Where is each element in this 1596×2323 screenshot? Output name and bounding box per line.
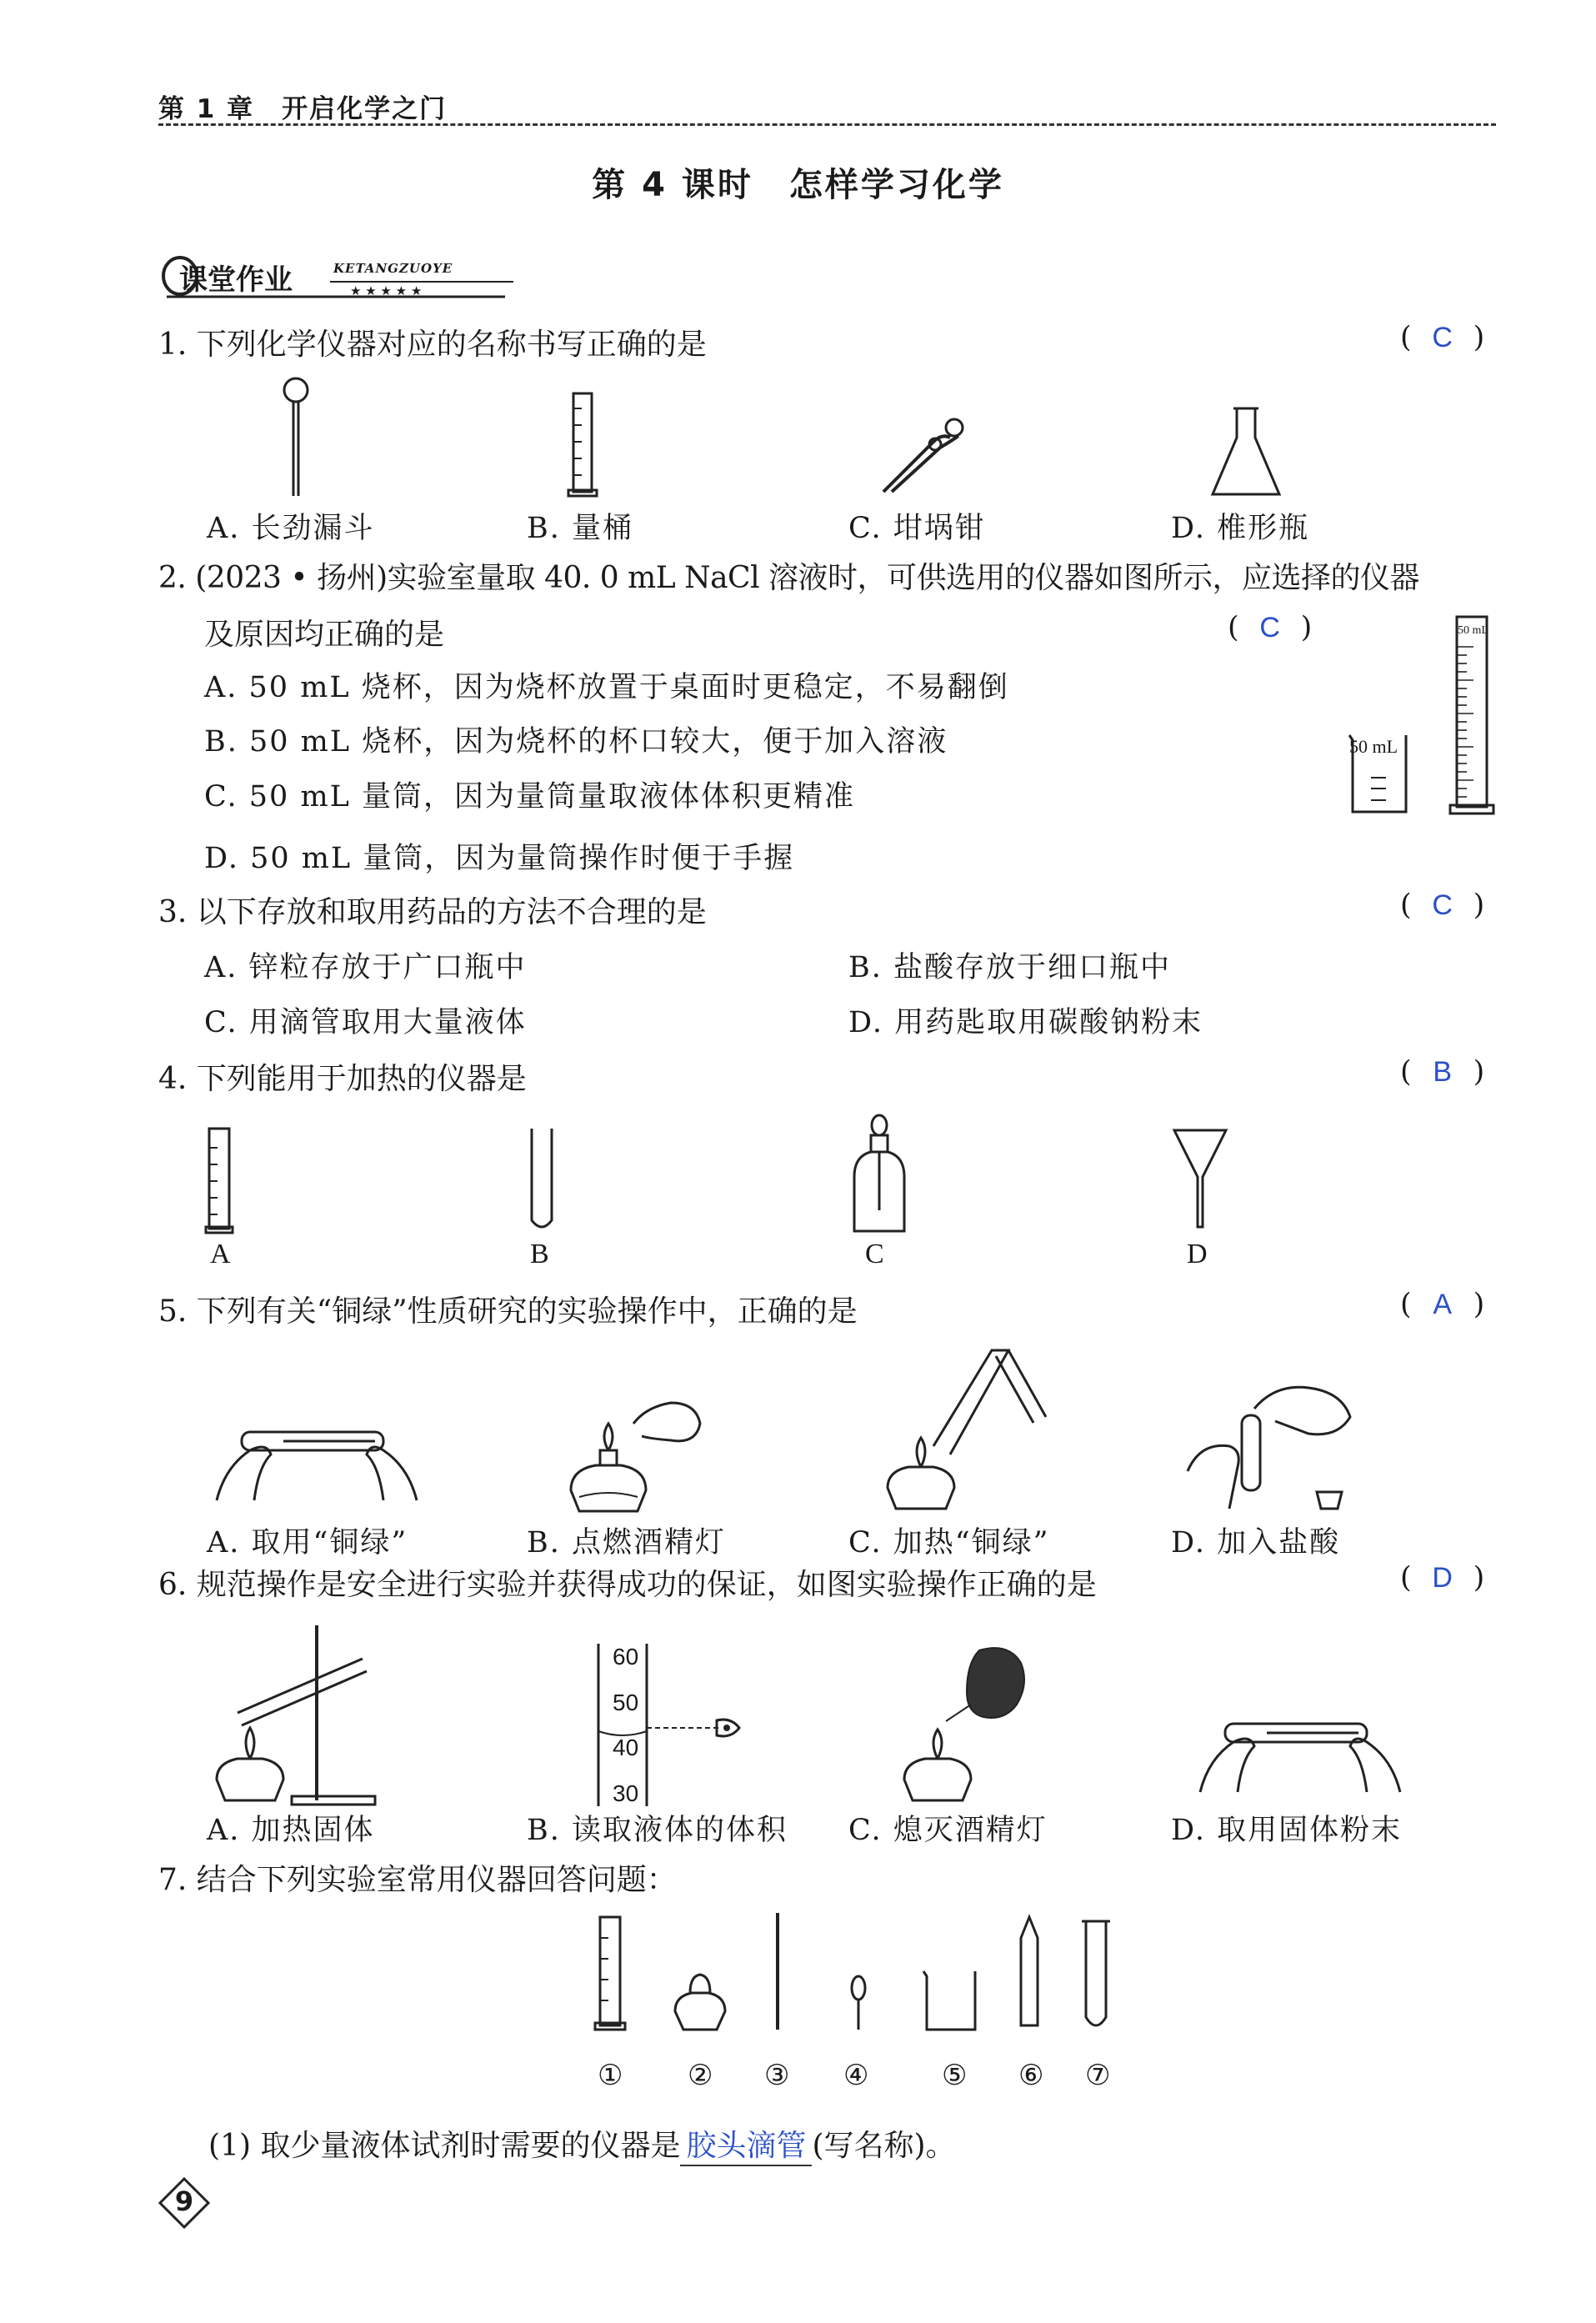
q7-label-6: ⑥ <box>1018 2060 1044 2091</box>
q1-stem: 1. 下列化学仪器对应的名称书写正确的是 <box>158 328 707 362</box>
q4-answer-bracket: ( B ) <box>1400 1055 1485 1089</box>
q5-stem: 5. 下列有关“铜绿”性质研究的实验操作中，正确的是 <box>158 1294 858 1329</box>
q7-label-5: ⑤ <box>942 2060 968 2091</box>
q7-stem: 7. 结合下列实验室常用仪器回答问题： <box>158 1863 677 1897</box>
q3-answer-bracket: ( C ) <box>1400 889 1485 922</box>
q6-scale-40: 40 <box>613 1735 639 1760</box>
q3-option-a: A. 锌粒存放于广口瓶中 <box>204 951 527 984</box>
q4-stem: 4. 下列能用于加热的仪器是 <box>158 1062 527 1096</box>
q1-option-a: A. 长劲漏斗 <box>207 512 375 545</box>
q4-test-tube-figure <box>525 1127 558 1235</box>
q5-option-a: A. 取用“铜绿” <box>207 1526 408 1560</box>
q5-add-acid-figure <box>1183 1375 1358 1517</box>
q5-heat-copper-green-figure <box>883 1346 1050 1513</box>
q1-answer-bracket: ( C ) <box>1400 321 1485 354</box>
section-banner-label: 课堂作业 <box>179 263 293 297</box>
q6-take-powder-figure <box>1192 1709 1408 1800</box>
q4-label-c: C <box>865 1239 884 1269</box>
q5-light-lamp-figure <box>563 1390 713 1515</box>
cylinder-50ml-figure <box>1448 613 1498 818</box>
q7-sub1-suffix: (写名称)。 <box>812 2129 956 2163</box>
q3-answer: C <box>1432 889 1453 921</box>
q5-option-c: C. 加热“铜绿” <box>848 1526 1050 1560</box>
q7-sub1 <box>208 2122 956 2166</box>
chapter-header: 第 1 章 开启化学之门 <box>158 94 448 124</box>
q3-stem: 3. 以下存放和取用药品的方法不合理的是 <box>158 895 707 929</box>
q6-answer: D <box>1432 1562 1453 1594</box>
q2-stem-line2: 及原因均正确的是 <box>204 618 445 652</box>
q6-answer-bracket: ( D ) <box>1400 1561 1485 1595</box>
q2-option-b: B. 50 mL 烧杯，因为烧杯的杯口较大，便于加入溶液 <box>204 725 948 758</box>
header-divider <box>158 123 1496 126</box>
q7-label-1: ① <box>598 2060 623 2091</box>
q2-stem-line1: 2. (2023 • 扬州)实验室量取 40. 0 mL NaCl 溶液时，可供选用的仪器如图所示，应选择的仪器 <box>158 561 1420 595</box>
beaker-label: 50 mL <box>1349 736 1398 757</box>
q7-sub1-prefix: (1) 取少量液体试剂时需要的仪器是 <box>208 2129 681 2163</box>
graduated-cylinder-figure <box>567 392 600 498</box>
q5-take-copper-green-figure <box>208 1417 425 1509</box>
q5-answer: A <box>1433 1289 1452 1320</box>
q6-heat-solid-figure <box>208 1621 392 1809</box>
q7-instruments-figure <box>583 1913 1133 2038</box>
q2-answer-bracket: ( C ) <box>1228 611 1313 644</box>
page-number-badge <box>158 2177 210 2229</box>
q6-scale-60: 60 <box>613 1644 639 1670</box>
q4-cylinder-figure <box>204 1127 238 1235</box>
q7-sub1-answer: 胶头滴管 <box>680 2122 812 2166</box>
q6-stem: 6. 规范操作是安全进行实验并获得成功的保证，如图实验操作正确的是 <box>158 1568 1097 1602</box>
q2-option-d: D. 50 mL 量筒，因为量筒操作时便于手握 <box>204 842 795 875</box>
q2-option-c: C. 50 mL 量筒，因为量筒量取液体体积更精准 <box>204 780 856 814</box>
q4-label-a: A <box>210 1239 231 1269</box>
section-banner-stars: ★ ★ ★ ★ ★ <box>350 283 423 298</box>
q7-label-3: ③ <box>764 2060 790 2091</box>
q3-option-c: C. 用滴管取用大量液体 <box>204 1006 527 1039</box>
q6-option-c: C. 熄灭酒精灯 <box>848 1814 1048 1847</box>
long-neck-funnel-figure <box>275 375 317 500</box>
q1-answer: C <box>1432 322 1453 353</box>
lesson-title: 第 4 课时 怎样学习化学 <box>592 166 1004 204</box>
q5-answer-bracket: ( A ) <box>1400 1288 1485 1321</box>
q1-option-b: B. 量桶 <box>527 512 633 545</box>
q5-option-d: D. 加入盐酸 <box>1171 1526 1341 1560</box>
q4-funnel-figure <box>1171 1127 1229 1235</box>
q4-label-b: B <box>530 1239 549 1269</box>
q5-option-b: B. 点燃酒精灯 <box>527 1526 726 1560</box>
q1-option-d: D. 椎形瓶 <box>1171 512 1310 545</box>
q3-option-d: D. 用药匙取用碳酸钠粉末 <box>848 1006 1203 1039</box>
q6-option-b: B. 读取液体的体积 <box>527 1814 788 1847</box>
q4-dropper-bottle-figure <box>846 1110 913 1235</box>
q2-option-a: A. 50 mL 烧杯，因为烧杯放置于桌面时更稳定，不易翻倒 <box>204 671 1009 704</box>
q4-answer: B <box>1433 1056 1452 1088</box>
q1-option-c: C. 坩埚钳 <box>848 512 986 545</box>
cylinder-label: 50 mL <box>1458 624 1488 637</box>
q6-blow-out-lamp-figure <box>896 1638 1038 1805</box>
q7-label-2: ② <box>688 2060 713 2091</box>
q4-label-d: D <box>1187 1239 1208 1269</box>
q6-option-d: D. 取用固体粉末 <box>1171 1814 1403 1847</box>
q6-scale-30: 30 <box>613 1780 639 1806</box>
page-number: 9 <box>174 2185 194 2217</box>
q6-option-a: A. 加热固体 <box>207 1814 375 1847</box>
q7-label-7: ⑦ <box>1085 2060 1111 2091</box>
conical-flask-figure <box>1208 404 1283 500</box>
crucible-tongs-figure <box>875 413 975 496</box>
q6-scale-50: 50 <box>613 1690 639 1715</box>
q3-option-b: B. 盐酸存放于细口瓶中 <box>848 951 1171 984</box>
q2-answer: C <box>1259 612 1280 643</box>
q7-label-4: ④ <box>843 2060 869 2091</box>
section-banner-subtitle: KETANGZUOYE <box>333 261 453 276</box>
